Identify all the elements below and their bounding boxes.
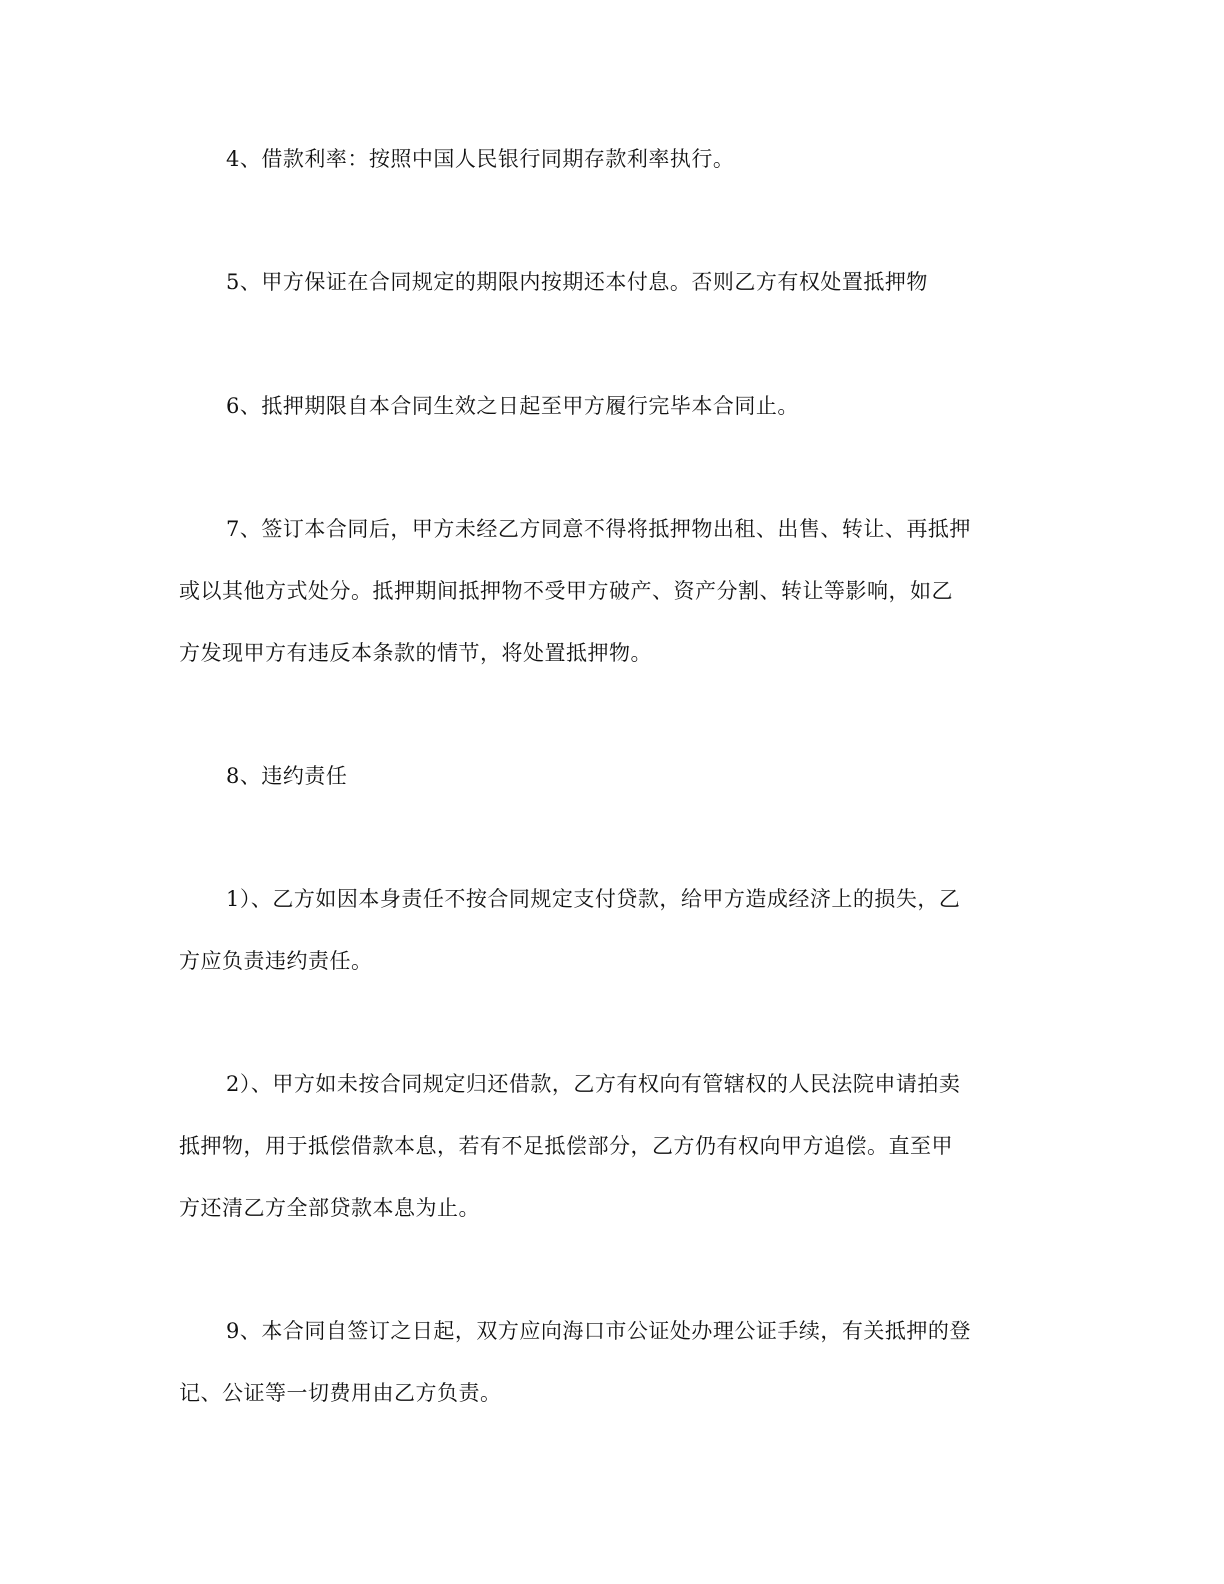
clause-8-2-line-2: 抵押物，用于抵偿借款本息，若有不足抵偿部分，乙方仍有权向甲方追偿。直至甲: [179, 1134, 953, 1158]
clause-8-2-line-1: 2）、甲方如未按合同规定归还借款，乙方有权向有管辖权的人民法院申请拍卖: [226, 1072, 961, 1096]
clause-5-line-1: 5、甲方保证在合同规定的期限内按期还本付息。否则乙方有权处置抵押物: [226, 270, 928, 294]
clause-8-1-line-2: 方应负责违约责任。: [179, 949, 373, 973]
clause-8-heading: 8、违约责任: [226, 764, 348, 788]
clause-7-line-2: 或以其他方式处分。抵押期间抵押物不受甲方破产、资产分割、转让等影响，如乙: [179, 579, 953, 603]
clause-6-line-1: 6、抵押期限自本合同生效之日起至甲方履行完毕本合同止。: [226, 394, 799, 418]
clause-9-line-1: 9、本合同自签订之日起，双方应向海口市公证处办理公证手续，有关抵押的登: [226, 1319, 971, 1343]
clause-4-line-1: 4、借款利率：按照中国人民银行同期存款利率执行。: [226, 147, 735, 171]
clause-7-line-1: 7、签订本合同后，甲方未经乙方同意不得将抵押物出租、出售、转让、再抵押: [226, 517, 971, 541]
clause-9-line-2: 记、公证等一切费用由乙方负责。: [179, 1381, 502, 1405]
clause-7-line-3: 方发现甲方有违反本条款的情节，将处置抵押物。: [179, 641, 652, 665]
clause-8-1-line-1: 1）、乙方如因本身责任不按合同规定支付贷款，给甲方造成经济上的损失，乙: [226, 887, 961, 911]
clause-8-2-line-3: 方还清乙方全部贷款本息为止。: [179, 1196, 480, 1220]
